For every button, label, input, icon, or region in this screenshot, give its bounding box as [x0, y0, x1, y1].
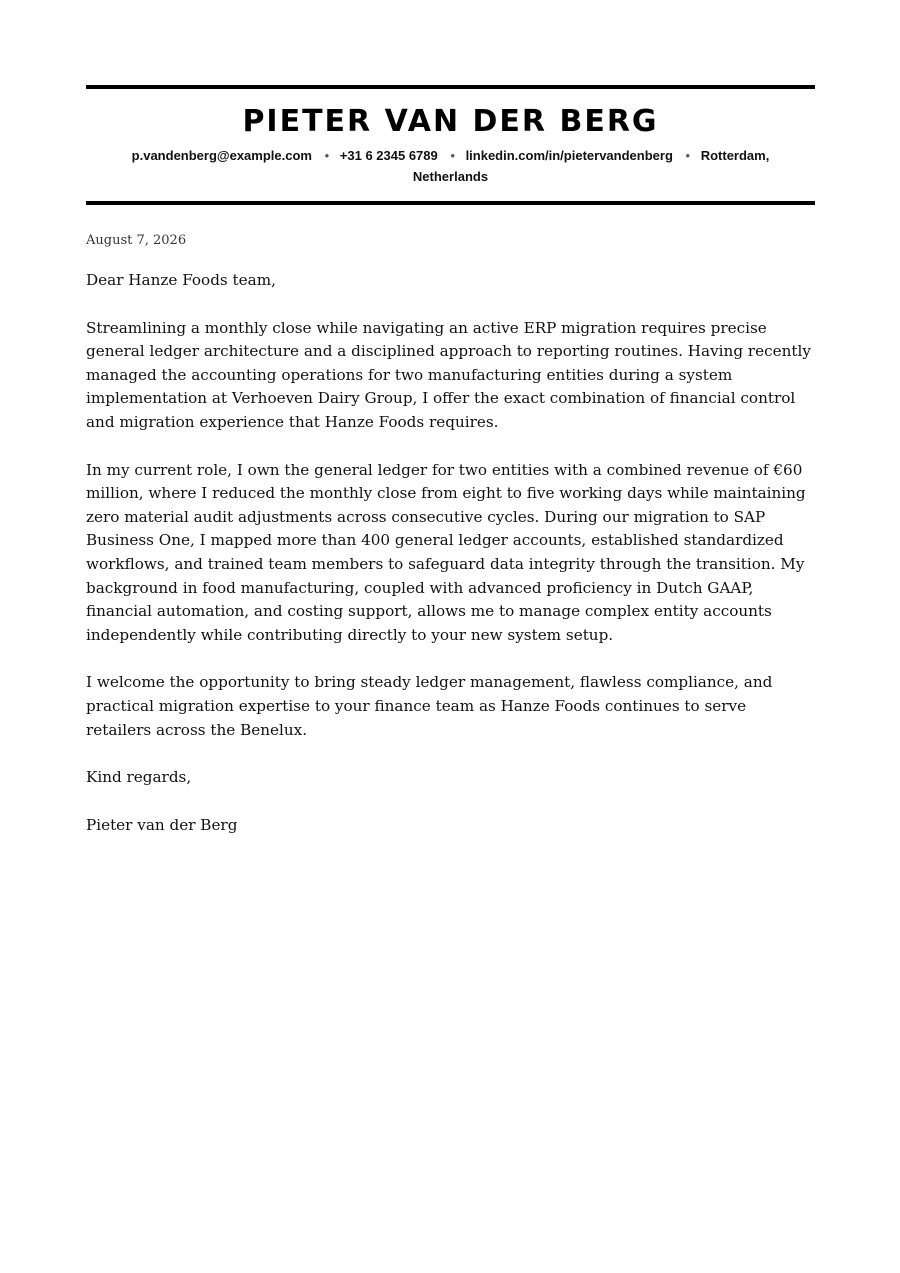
body-paragraph-2: In my current role, I own the general ledger for two entities with a combined revenue of €60 million, where I reduced the monthly close from eight to five working days while maintaining zero material audit adjustments across consecutive cycles. During our migration to SAP Business One, I mapped more than 400 general ledger accounts, established standardized workflows, and trained team members to safeguard data integrity through the transition. My background in food manufacturing, coupled with advanced proficiency in Dutch GAAP, financial automation, and costing support, allows me to manage complex entity accounts independently while contributing directly to your new system setup.	[86, 460, 806, 644]
salutation: Dear Hanze Foods team,	[86, 271, 276, 289]
cover-letter-page	[86, 85, 815, 837]
body-paragraph-3: I welcome the opportunity to bring steady ledger management, flawless compliance, and practical migration expertise to your finance team as Hanze Foods continues to serve retailers across the Benelux.	[86, 673, 773, 739]
contact-line	[86, 145, 815, 187]
contact-email[interactable]: p.vandenberg@example.com	[131, 148, 312, 163]
letter-header	[86, 89, 815, 201]
separator-dot: •	[324, 148, 330, 163]
closing: Kind regards,	[86, 768, 192, 787]
separator-dot: •	[450, 148, 455, 163]
contact-phone[interactable]: +31 6 2345 6789	[339, 148, 438, 163]
separator-dot: •	[685, 148, 691, 163]
signature-name: Pieter van der Berg	[86, 815, 238, 834]
letter-date: August 7, 2026	[86, 233, 187, 248]
contact-location: Rotterdam, Netherlands	[412, 148, 770, 184]
applicant-name: PIETER VAN DER BERG	[242, 104, 659, 139]
body-paragraph-1: Streamlining a monthly close while navigating an active ERP migration requires precise general ledger architecture and a disciplined approach to reporting routines. Having recently managed the accounting operations for two manufacturing entities during a system implementation at Verhoeven Dairy Group, I offer the exact combination of financial control and migration experience that Hanze Foods requires.	[86, 318, 811, 431]
contact-linkedin[interactable]: linkedin.com/in/pietervandenberg	[465, 148, 673, 163]
header-bottom-rule	[86, 201, 815, 205]
